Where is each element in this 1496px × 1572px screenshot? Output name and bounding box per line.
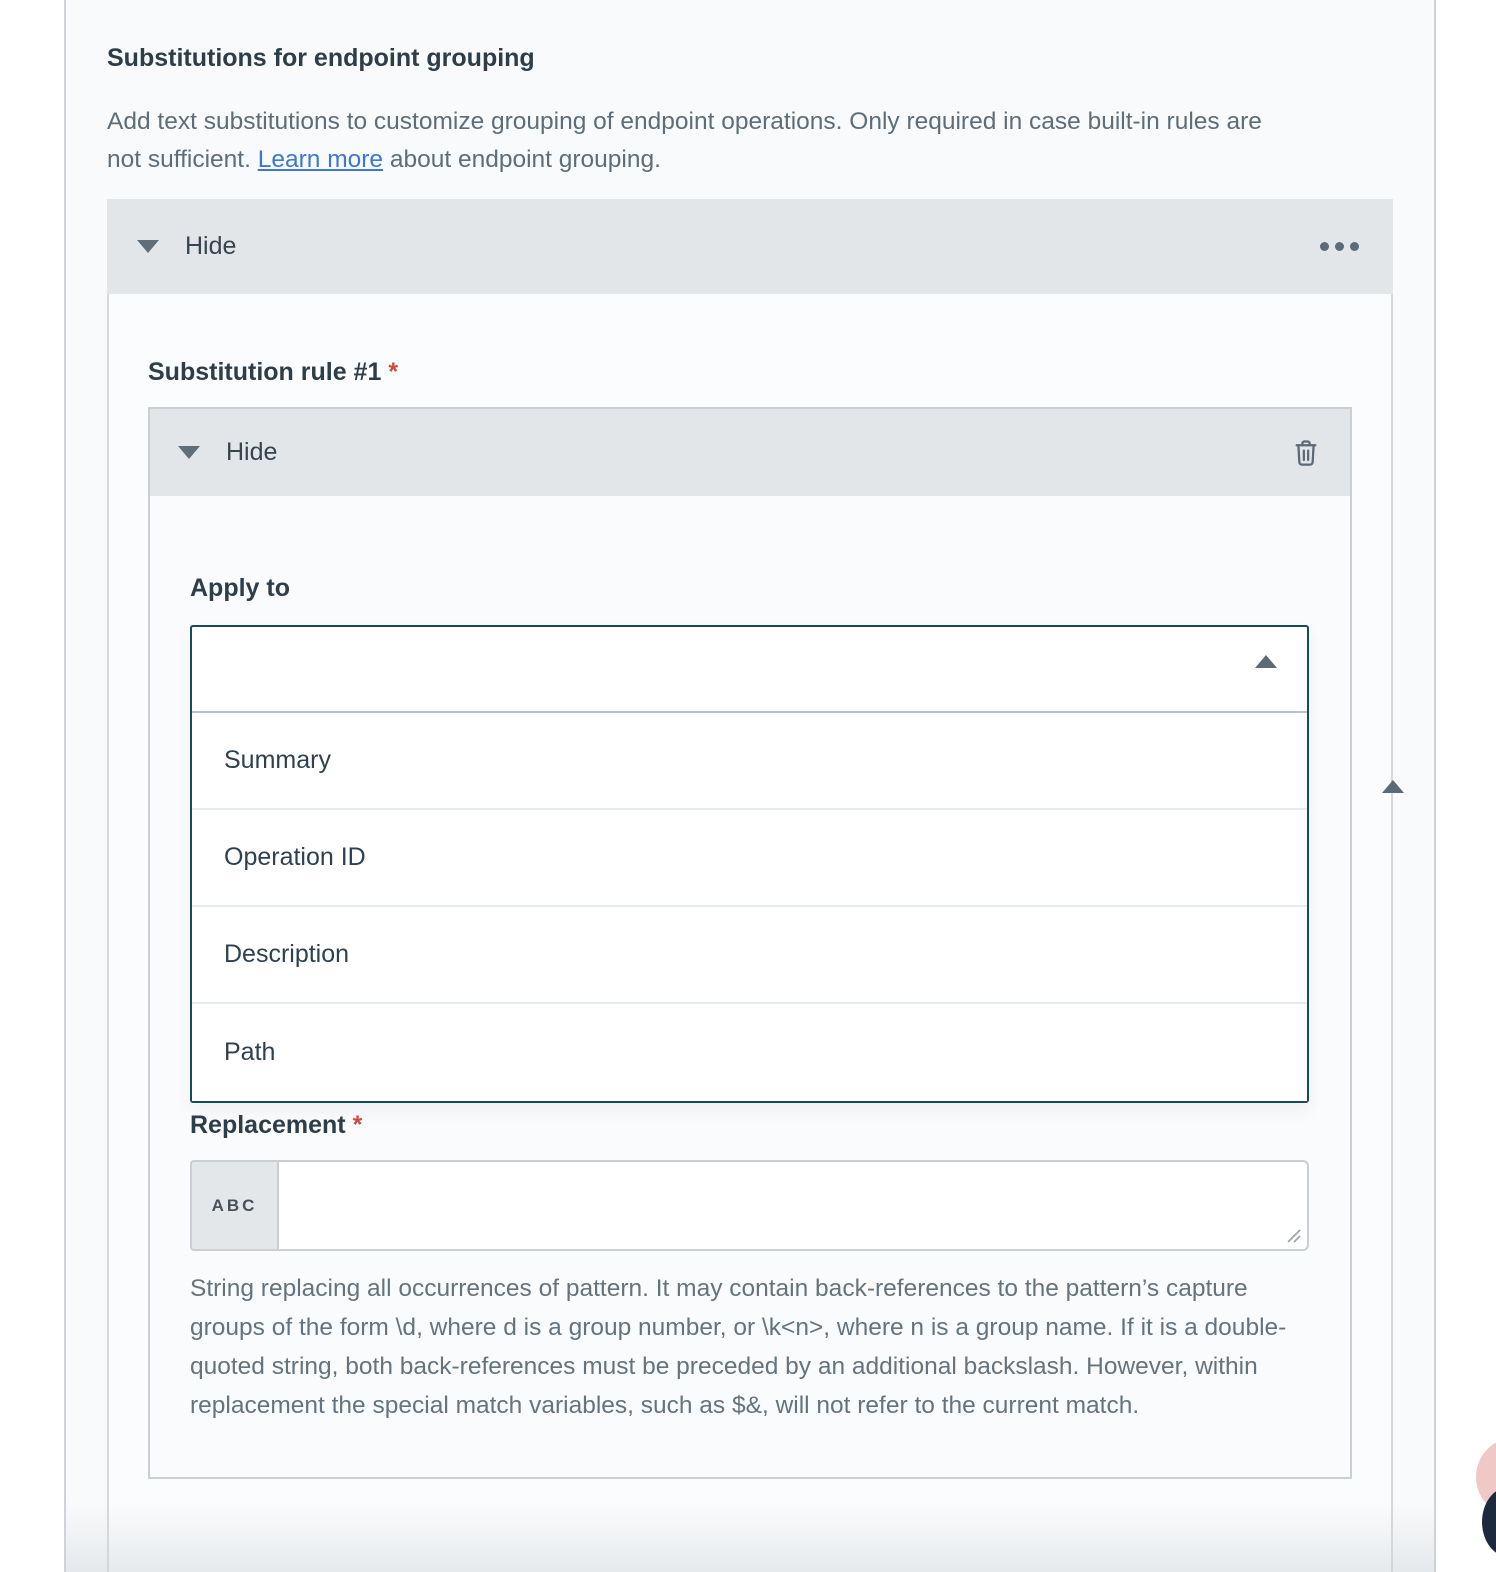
rule-panel-body — [150, 496, 1350, 1477]
apply-to-combobox — [190, 625, 1309, 1103]
replacement-help-text: String replacing all occurrences of pattern. It may contain back-references to the pattern’s capture groups of the form \d, where d is a group number, or \k<n>, where n is a group name. If it is a double-quoted string, both back-references must be preceded by an additional backslash. However, within replacement the special match variables, such as $&, will not refer to the current match. — [190, 1275, 1287, 1419]
section-title: Substitutions for endpoint grouping — [107, 44, 535, 72]
replacement-prefix: ABC — [190, 1160, 277, 1251]
panel-menu-button[interactable] — [1316, 232, 1363, 261]
learn-more-link[interactable]: Learn more — [257, 146, 384, 173]
caret-down-icon — [137, 240, 159, 253]
rule-panel — [148, 407, 1352, 1479]
rule-panel-toggle[interactable] — [150, 409, 1350, 496]
ellipsis-icon — [1320, 242, 1329, 251]
delete-rule-button[interactable] — [1290, 437, 1322, 469]
replacement-textarea[interactable] — [277, 1160, 1309, 1251]
option-description[interactable]: Description — [192, 907, 1307, 1004]
description-line2-before: not sufficient. — [107, 146, 258, 173]
substitutions-panel-toggle[interactable] — [107, 199, 1393, 294]
caret-up-icon — [1255, 655, 1277, 668]
caret-down-icon — [178, 446, 200, 459]
option-path[interactable]: Path — [192, 1004, 1307, 1101]
description-line1: Add text substitutions to customize grouping of endpoint operations. Only required in case built-in rules are — [107, 108, 1262, 135]
replacement-label: Replacement * — [190, 1111, 363, 1139]
resize-handle-icon[interactable] — [1284, 1226, 1302, 1244]
option-summary[interactable]: Summary — [192, 713, 1307, 810]
settings-section — [64, 0, 1436, 1572]
section-description — [107, 103, 1393, 179]
option-operation-id[interactable]: Operation ID — [192, 810, 1307, 907]
substitutions-panel — [107, 199, 1393, 1572]
rule-title: Substitution rule #1 * — [148, 358, 399, 386]
replacement-input-group — [190, 1160, 1309, 1251]
description-line2-after: about endpoint grouping. — [383, 146, 661, 173]
apply-to-input[interactable] — [192, 627, 1307, 711]
required-asterisk: * — [352, 1111, 363, 1139]
required-asterisk: * — [388, 358, 399, 386]
rule-hide-toggle-label: Hide — [226, 438, 278, 466]
trash-icon — [1290, 437, 1322, 469]
hide-toggle-label: Hide — [185, 232, 237, 260]
substitutions-panel-body — [107, 294, 1393, 1572]
apply-to-label: Apply to — [190, 574, 290, 602]
